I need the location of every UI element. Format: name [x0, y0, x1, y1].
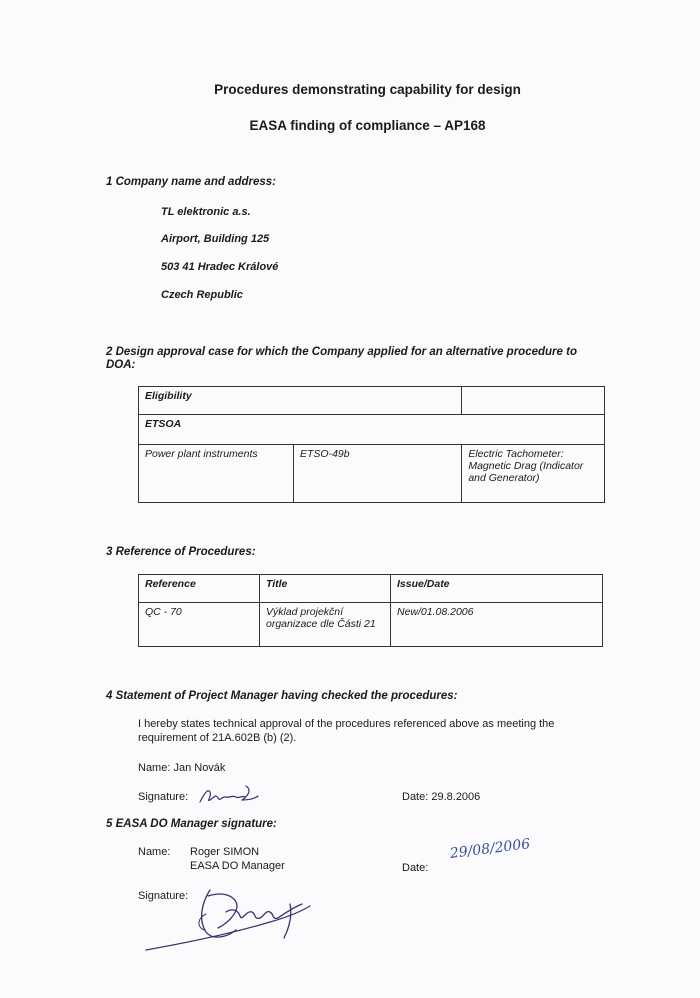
do-manager-name: Roger SIMON [190, 846, 260, 858]
do-manager-role: EASA DO Manager [190, 860, 285, 872]
section5-heading: 5 EASA DO Manager signature: [106, 818, 277, 830]
reference-cell: QC - 70 [139, 603, 260, 647]
section4-heading: 4 Statement of Project Manager having checked the procedures: [106, 690, 458, 702]
header-reference: Reference [139, 575, 260, 603]
address-line-company: TL elektronic a.s. [161, 206, 251, 218]
issue-date-cell: New/01.08.2006 [391, 603, 603, 647]
document-subtitle: EASA finding of compliance – AP168 [249, 118, 486, 133]
etso-cell: ETSO-49b [294, 445, 462, 503]
signature-label: Signature: [138, 791, 189, 803]
section2-heading-line2: DOA: [106, 359, 136, 371]
description-line: and Generator) [468, 472, 540, 484]
title-line: organizace dle Části 21 [266, 618, 376, 630]
approval-date: Date: 29.8.2006 [402, 791, 481, 803]
address-line-city: 503 41 Hradec Králové [161, 261, 279, 273]
do-manager-signature [140, 882, 320, 957]
do-manager-date-label: Date: [402, 862, 429, 874]
procedures-table [138, 574, 603, 647]
statement-line2: requirement of 21A.602B (b) (2). [138, 732, 297, 744]
title-cell [260, 603, 391, 647]
description-line: Electric Tachometer: [468, 448, 564, 460]
description-line: Magnetic Drag (Indicator [468, 460, 584, 472]
eligibility-cell: Eligibility [139, 387, 462, 415]
description-cell [462, 445, 605, 503]
category-cell: Power plant instruments [139, 445, 294, 503]
manager-name: Name: Jan Novák [138, 762, 226, 774]
do-manager-signature-label: Signature: [138, 890, 189, 902]
header-issue-date: Issue/Date [391, 575, 603, 603]
handwritten-date: 29/08/2006 [449, 836, 532, 862]
eligibility-value-cell [462, 387, 605, 415]
section1-heading: 1 Company name and address: [106, 176, 276, 188]
etsoa-cell: ETSOA [139, 415, 605, 445]
title-line: Výklad projekční [266, 606, 344, 618]
section2-heading-line1: 2 Design approval case for which the Company applied for an alternative procedure to [106, 346, 577, 358]
section3-heading: 3 Reference of Procedures: [106, 546, 256, 558]
do-manager-name-label: Name: [138, 846, 171, 858]
address-line-country: Czech Republic [161, 289, 243, 301]
statement-line1: I hereby states technical approval of the procedures referenced above as meeting the [138, 718, 555, 730]
project-manager-signature [196, 780, 266, 808]
document-title: Procedures demonstrating capability for design [214, 82, 521, 97]
header-title: Title [260, 575, 391, 603]
address-line-street: Airport, Building 125 [161, 233, 270, 245]
design-approval-table [138, 386, 605, 503]
